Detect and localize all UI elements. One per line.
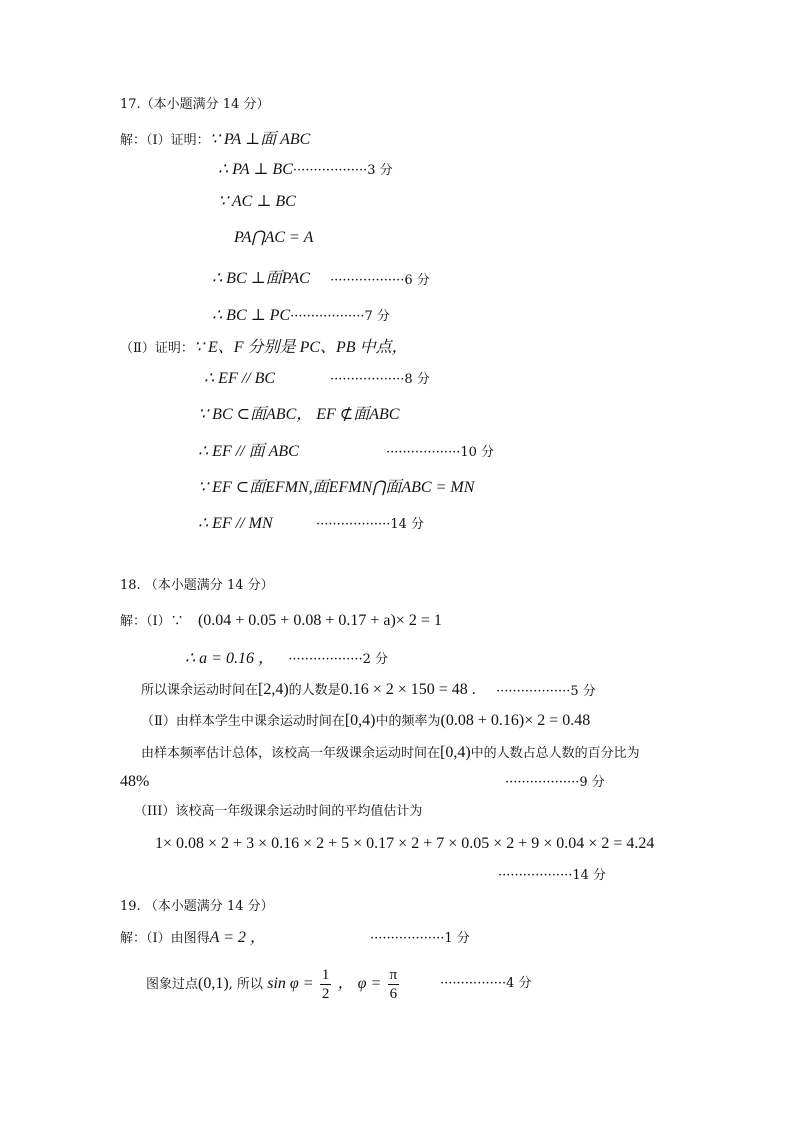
p17-line-5 <box>212 270 310 288</box>
p17-math-1: ∵ PA ⊥面 ABC <box>209 131 311 148</box>
p18-interval-0-4-b: [0,4) <box>440 744 471 761</box>
p18-line5-text-a: 由样本频率估计总体，该校高一年级课余运动时间在 <box>141 746 441 761</box>
p17-score-6: ··················6 分 <box>330 273 430 288</box>
p18-math-3: 0.16 × 2 × 150 = 48 . <box>340 681 476 698</box>
p19-line-2 <box>146 966 401 1003</box>
p19-score-4: ················4 分 <box>440 976 532 991</box>
p19-math-1: A = 2 ， <box>209 929 266 946</box>
p18-score-9: ··················9 分 <box>505 775 605 790</box>
p19-frac1-num: 1 <box>321 967 330 983</box>
p18-line-5 <box>141 744 640 763</box>
p18-score-2: ··················2 分 <box>288 652 389 667</box>
p19-sin-phi: sin φ = <box>267 975 314 992</box>
p18-interval-2-4: [2,4) <box>258 681 289 698</box>
p17-score-14: ··················14 分 <box>316 517 425 532</box>
p19-line1-prefix: 解：（Ⅰ）由图得 <box>120 931 210 946</box>
p17-score-8: ··················8 分 <box>330 372 430 387</box>
p19-point: (0,1) <box>198 975 229 992</box>
problem-19-header: 19. （本小题满分 14 分） <box>120 899 274 914</box>
p17-math-4: PA⋂AC = A <box>234 229 314 246</box>
p17-score-7: ··················7 分 <box>290 309 390 324</box>
p18-line4-text-a: （Ⅱ）由样本学生中课余运动时间在 <box>141 714 345 729</box>
p18-score-5: ··················5 分 <box>496 684 596 699</box>
p17-math-2: ∴ PA ⊥ BC <box>218 161 293 178</box>
p17-math-8: ∴ EF // BC <box>204 370 276 387</box>
p19-line-1 <box>120 929 266 948</box>
p18-math-48pct: 48% <box>120 773 150 790</box>
p17-math-7: ∵ E、F 分别是 PC、PB 中点， <box>193 339 408 356</box>
problem-18-header: 18. （本小题满分 14 分） <box>120 578 274 593</box>
p17-line-2 <box>218 161 393 180</box>
p17-line-1 <box>120 131 310 150</box>
p17-math-6: ∴ BC ⊥ PC <box>212 307 291 324</box>
p19-line2-text-a: 图象过点 <box>146 977 199 992</box>
p17-part1-prefix: 解：（Ⅰ）证明： <box>120 133 210 148</box>
p18-math-2: ∴ a = 0.16 ， <box>185 650 274 667</box>
p19-fraction-one-half <box>320 966 332 1003</box>
p18-line5-text-b: 中的人数占总人数的百分比为 <box>470 746 640 761</box>
p19-frac1-den: 2 <box>321 986 330 1002</box>
p19-line2-text-b: , 所以 <box>228 977 263 992</box>
p17-math-5: ∴ BC ⊥面PAC <box>212 270 310 287</box>
p18-line-1 <box>120 612 442 631</box>
p17-math-11: ∵ EF ⊂面EFMN,面EFMN⋂面ABC = MN <box>198 479 475 496</box>
p17-line-7 <box>120 339 408 358</box>
p17-math-3: ∵ AC ⊥ BC <box>218 193 296 210</box>
p18-line-4 <box>141 712 590 731</box>
p18-math-8: 1× 0.08 × 2 + 3 × 0.16 × 2 + 5 × 0.17 × 2 + 7 × 0.05 × 2 + 9 × 0.04 × 2 = 4.24 <box>155 835 655 852</box>
p17-part2-prefix: （Ⅱ）证明： <box>120 341 194 356</box>
p18-line1-prefix: 解：（Ⅰ）∵ <box>120 614 184 629</box>
p19-frac2-num: π <box>389 967 398 983</box>
p19-score-1: ··················1 分 <box>370 931 470 946</box>
p18-line-2 <box>185 650 388 669</box>
p18-math-1: (0.04 + 0.05 + 0.08 + 0.17 + a)× 2 = 1 <box>197 612 442 629</box>
p19-frac2-den: 6 <box>389 986 398 1002</box>
p18-line3-text-a: 所以课余运动时间在 <box>141 683 259 698</box>
p17-math-12: ∴ EF // MN <box>198 515 273 532</box>
p18-interval-0-4-a: [0,4) <box>344 712 376 729</box>
p18-math-4: (0.08 + 0.16)× 2 = 0.48 <box>440 712 591 729</box>
p17-math-10: ∴ EF // 面 ABC <box>198 443 299 460</box>
problem-17-header: 17.（本小题满分 14 分） <box>120 97 270 112</box>
p18-line-3 <box>141 681 476 700</box>
p17-math-9: ∵ BC ⊂面ABC， EF ⊄面ABC <box>198 406 400 423</box>
p18-line-7: （III）该校高一年级课余运动时间的平均值估计为 <box>134 804 423 819</box>
p18-line4-text-b: 中的频率为 <box>375 714 441 729</box>
p17-score-3: ··················3 分 <box>292 163 393 178</box>
p17-score-10: ··················10 分 <box>386 445 495 460</box>
p18-score-14: ··················14 分 <box>498 868 607 883</box>
p19-fraction-pi-sixth <box>388 966 400 1003</box>
p18-line3-text-b: 的人数是 <box>288 683 341 698</box>
p19-phi-eq: ， φ = <box>337 975 382 992</box>
p17-line-6 <box>212 307 390 326</box>
